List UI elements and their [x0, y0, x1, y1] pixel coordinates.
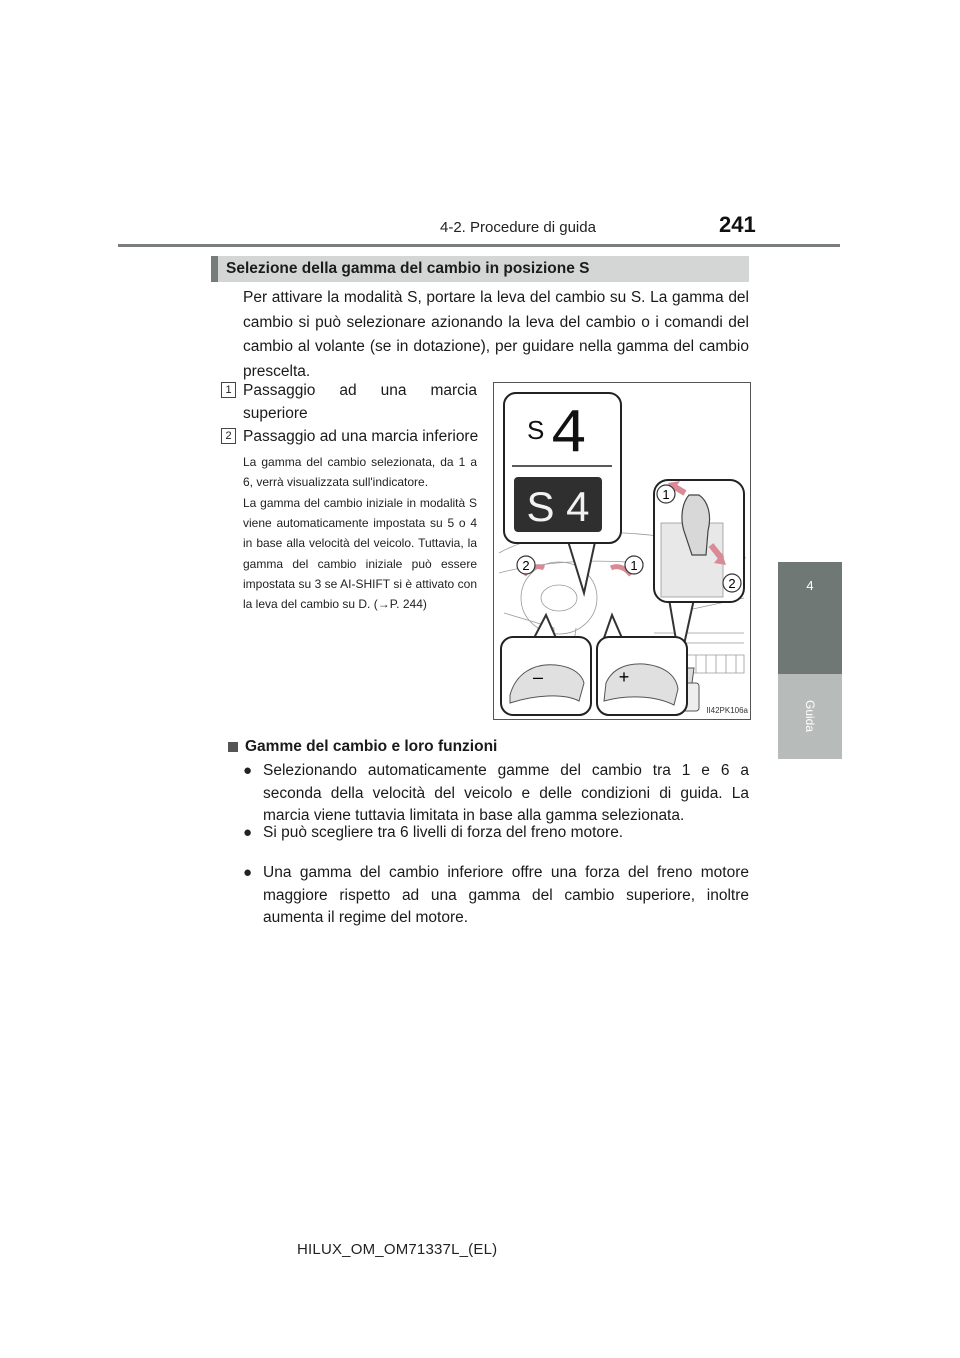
subsection-marker — [228, 742, 238, 752]
chapter-number: 4 — [806, 578, 814, 593]
header-section-title: 4-2. Procedure di guida — [440, 219, 596, 236]
section-heading-text: Selezione della gamma del cambio in posizione S — [226, 260, 590, 277]
bullet-dot: ● — [243, 762, 253, 779]
paddle-insets — [501, 615, 687, 715]
subsection-title: Gamme del cambio e loro funzioni — [245, 738, 498, 755]
note-paragraph-1: La gamma del cambio selezionata, da 1 a 6, verrà visualizzata sull'indicatore. — [243, 455, 477, 489]
bullet-item — [243, 760, 749, 828]
bullet-text: Si può scegliere tra 6 livelli di forza del freno motore. — [263, 824, 624, 841]
section-heading — [211, 256, 749, 282]
subsection-heading — [228, 738, 497, 756]
note-paragraph-2: La gamma del cambio iniziale in modalità S viene automaticamente impostata su 5 o 4 in base alla velocità del veicolo. Tuttavia, la gamma del cambio iniziale può essere impostata su 3 se AI-SHIFT si è attivato con la leva del cambio su D. (→P. 244) — [243, 496, 477, 612]
bullet-dot: ● — [243, 864, 253, 881]
figure-code: II42PK106a — [706, 706, 748, 715]
paddle-minus-label: – — [532, 667, 544, 687]
illustration-drawing — [494, 383, 750, 719]
shift-illustration — [493, 382, 751, 720]
paddle-callout-1: 1 — [630, 558, 638, 573]
bullet-dot: ● — [243, 824, 253, 841]
footer-manual-code: HILUX_OM_OM71337L_(EL) — [297, 1241, 498, 1258]
intro-paragraph: Per attivare la modalità S, portare la leva del cambio su S. La gamma del cambio si può selezionare azionando la leva del cambio o i comandi del cambio al volante (se in dotazione), per guidare nella gamma del cambio prescelta. — [243, 289, 749, 380]
chapter-label-tab — [778, 674, 842, 759]
header-rule — [118, 244, 840, 247]
paddle-plus-label: + — [618, 667, 630, 687]
bullet-item — [243, 822, 749, 845]
lever-callout-2: 2 — [728, 576, 736, 591]
display-top-letter: S — [527, 415, 545, 445]
bullet-text: Selezionando automaticamente gamme del cambio tra 1 e 6 a seconda della velocità del veicolo e delle condizioni di guida. La marcia viene tuttavia limitata in base alla gamma selezionata. — [263, 762, 749, 824]
step-text-2: Passaggio ad una marcia inferiore — [243, 428, 479, 445]
bullet-item — [243, 862, 749, 930]
display-top-digit: 4 — [550, 399, 588, 470]
chapter-label: Guida — [803, 699, 817, 733]
bullet-text: Una gamma del cambio inferiore offre una forza del freno motore maggiore rispetto ad una gamma del cambio superiore, inoltre aumenta il regime del motore. — [263, 864, 749, 926]
display-bottom-indicator: S 4 — [526, 483, 590, 530]
step-number-2: 2 — [221, 428, 236, 444]
step-text-1: Passaggio ad una marcia superiore — [243, 382, 477, 422]
shift-lever-callout — [654, 480, 744, 663]
step-number-1: 1 — [221, 382, 236, 398]
paddle-callout-2: 2 — [522, 558, 530, 573]
page-number: 241 — [719, 212, 756, 237]
lever-callout-1: 1 — [662, 487, 670, 502]
heading-bar — [211, 256, 218, 282]
